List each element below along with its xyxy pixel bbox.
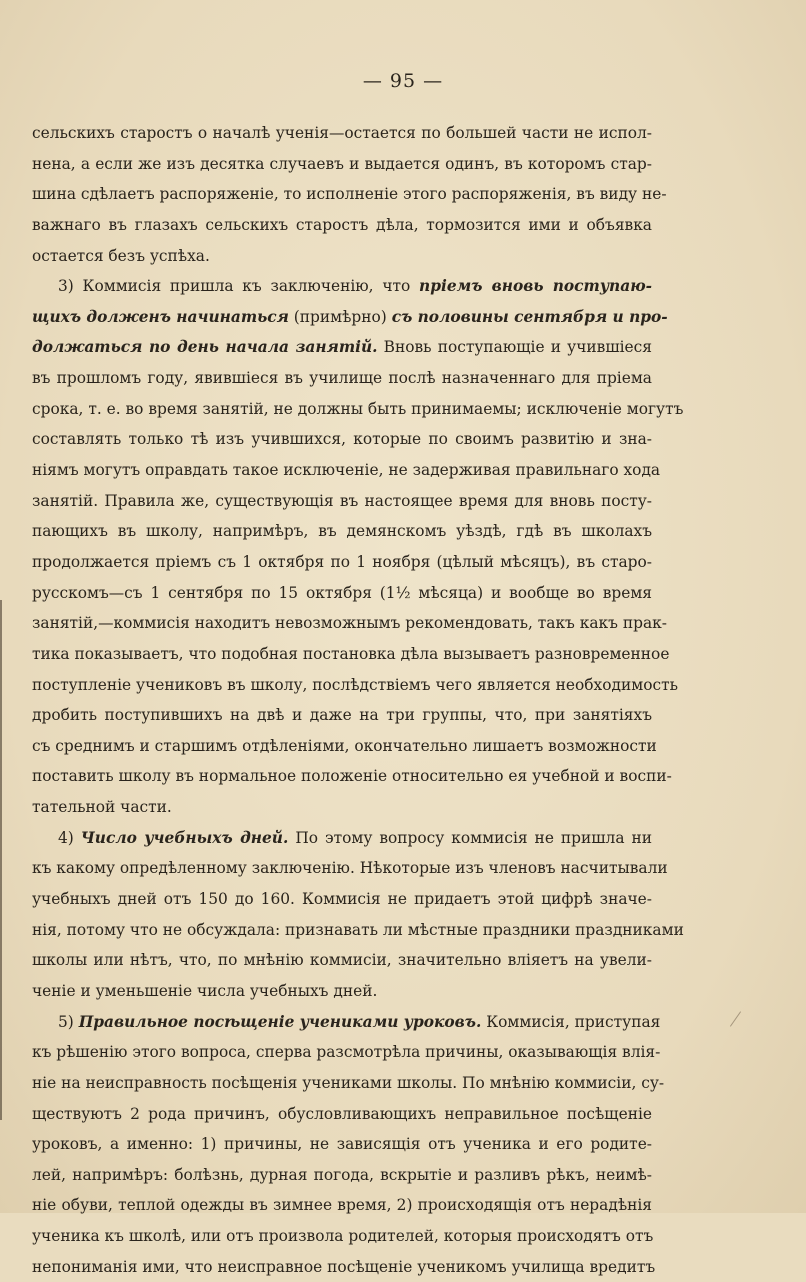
text-line: [32, 241, 652, 272]
text-line: [32, 1190, 652, 1221]
text-line: [32, 1007, 661, 1038]
body-text: [32, 118, 684, 1282]
text-segment: непониманія ими, что неисправное посѣщеніе ученикомъ училища вредитъ: [32, 1257, 656, 1276]
text-line: [32, 670, 678, 701]
text-segment: ществуютъ 2 рода причинъ, обусловливающихъ неправильное посѣщеніе: [32, 1104, 652, 1123]
text-line: [32, 700, 652, 731]
text-line: [32, 731, 657, 762]
text-line: [32, 1160, 652, 1191]
text-line: [32, 1099, 652, 1130]
text-line: [32, 118, 652, 149]
text-segment: уроковъ, а именно: 1) причины, не зависящія отъ ученика и его родите-: [32, 1135, 652, 1154]
text-line: [32, 1037, 661, 1068]
text-line: [32, 976, 652, 1007]
text-line: [32, 302, 668, 333]
text-segment: къ рѣшенію этого вопроса, сперва разсмотрѣла причины, оказывающія влія-: [32, 1043, 661, 1062]
text-segment: въ прошломъ году, явившіеся въ училище послѣ назначеннаго для пріема: [32, 369, 652, 388]
text-segment: пающихъ въ школу, напримѣръ, въ демянскомъ уѣздѣ, гдѣ въ школахъ: [32, 522, 652, 541]
text-segment: продолжается пріемъ съ 1 октября по 1 ноября (цѣлый мѣсяцъ), въ старо-: [32, 552, 652, 571]
text-line: [32, 332, 652, 363]
emphasized-text: пріемъ вновь поступаю-: [419, 277, 652, 296]
emphasized-text: щихъ долженъ начинаться: [32, 307, 289, 326]
text-segment: нія, потому что не обсуждала: признавать ли мѣстные праздники праздниками: [32, 920, 684, 939]
text-segment: остается безъ успѣха.: [32, 246, 210, 265]
text-segment: ніе на неисправность посѣщенія учениками школы. По мнѣнію коммисіи, су-: [32, 1073, 665, 1092]
text-segment: дробить поступившихъ на двѣ и даже на три группы, что, при занятіяхъ: [32, 706, 652, 725]
text-segment: школы или нѣтъ, что, по мнѣнію коммисіи, значительно вліяетъ на увели-: [32, 951, 652, 970]
text-segment: тательной части.: [32, 798, 172, 817]
emphasized-text: съ половины сентября и про-: [391, 307, 668, 326]
text-segment: срока, т. е. во время занятій, не должны быть принимаемы; исключеніе могутъ: [32, 399, 684, 418]
text-line: [32, 424, 652, 455]
text-line: [32, 945, 652, 976]
text-segment: 3) Коммисія пришла къ заключенію, что: [58, 277, 420, 296]
text-line: [32, 608, 667, 639]
emphasized-text: Правильное посѣщеніе учениками уроковъ.: [78, 1012, 482, 1031]
text-segment: лей, напримѣръ: болѣзнь, дурная погода, вскрытіе и разливъ рѣкъ, неимѣ-: [32, 1165, 652, 1184]
text-line: [32, 853, 668, 884]
text-line: [32, 823, 652, 854]
text-line: [32, 761, 672, 792]
text-segment: занятій. Правила же, существующія въ настоящее время для вновь посту-: [32, 491, 652, 510]
text-segment: (примѣрно): [288, 307, 392, 326]
emphasized-text: Число учебныхъ дней.: [80, 828, 289, 847]
text-line: [32, 884, 652, 915]
text-line: [32, 792, 652, 823]
text-segment: По этому вопросу коммисія не пришла ни: [288, 828, 652, 847]
text-segment: сельскихъ старостъ о началѣ ученія—остается по большей части не испол-: [32, 124, 652, 142]
text-segment: ніе обуви, теплой одежды въ зимнее время, 2) происходящія отъ нерадѣнія: [32, 1196, 652, 1215]
text-line: [32, 179, 667, 210]
text-line: [32, 1129, 652, 1160]
binding-edge-shadow: [0, 600, 2, 1120]
text-line: [32, 915, 684, 946]
text-segment: нена, а если же изъ десятка случаевъ и выдается одинъ, въ которомъ стар-: [32, 154, 652, 173]
text-line: [32, 1221, 652, 1252]
text-line: [32, 486, 652, 517]
text-line: [32, 1252, 656, 1282]
text-line: [32, 363, 652, 394]
text-segment: составлять только тѣ изъ учившихся, которые по своимъ развитію и зна-: [32, 430, 652, 449]
text-segment: русскомъ—съ 1 сентября по 15 октября (1½ мѣсяца) и вообще во время: [32, 583, 652, 602]
text-segment: важнаго въ глазахъ сельскихъ старостъ дѣла, тормозится ими и объявка: [32, 215, 652, 234]
text-line: [32, 578, 652, 609]
text-segment: учебныхъ дней отъ 150 до 160. Коммисія не придаетъ этой цифрѣ значе-: [32, 890, 652, 909]
text-line: [32, 210, 652, 241]
text-segment: поставить школу въ нормальное положеніе относительно ея учебной и воспи-: [32, 767, 672, 786]
text-line: [32, 547, 652, 578]
text-segment: Коммисія, приступая: [481, 1012, 661, 1031]
text-line: [32, 394, 684, 425]
text-line: [32, 455, 661, 486]
text-segment: ученика къ школѣ, или отъ произвола родителей, которыя происходятъ отъ: [32, 1227, 654, 1246]
text-segment: шина сдѣлаетъ распоряженіе, то исполненіе этого распоряженія, въ виду не-: [32, 185, 667, 204]
text-line: [32, 1068, 665, 1099]
text-segment: къ какому опредѣленному заключенію. Нѣкоторые изъ членовъ насчитывали: [32, 859, 668, 878]
text-segment: тика показываетъ, что подобная постановка дѣла вызываетъ разновременное: [32, 644, 670, 663]
page-number: — 95 —: [362, 70, 444, 92]
text-segment: 4): [58, 828, 81, 847]
text-segment: Вновь поступающіе и учившіеся: [377, 338, 652, 357]
text-segment: поступленіе учениковъ въ школу, послѣдствіемъ чего является необходимость: [32, 675, 678, 694]
text-segment: ніямъ могутъ оправдать такое исключеніе, не задерживая правильнаго хода: [32, 461, 661, 480]
text-line: [32, 639, 670, 670]
text-segment: 5): [58, 1012, 79, 1031]
text-line: [32, 271, 652, 302]
text-segment: занятій,—коммисія находитъ невозможнымъ рекомендовать, такъ какъ прак-: [32, 614, 667, 633]
margin-pencil-mark: [730, 1011, 741, 1026]
text-line: [32, 149, 652, 180]
text-line: [32, 516, 652, 547]
text-segment: съ среднимъ и старшимъ отдѣленіями, окончательно лишаетъ возможности: [32, 736, 657, 755]
emphasized-text: должаться по день начала занятій.: [32, 338, 378, 357]
text-segment: ченіе и уменьшеніе числа учебныхъ дней.: [32, 981, 378, 1000]
